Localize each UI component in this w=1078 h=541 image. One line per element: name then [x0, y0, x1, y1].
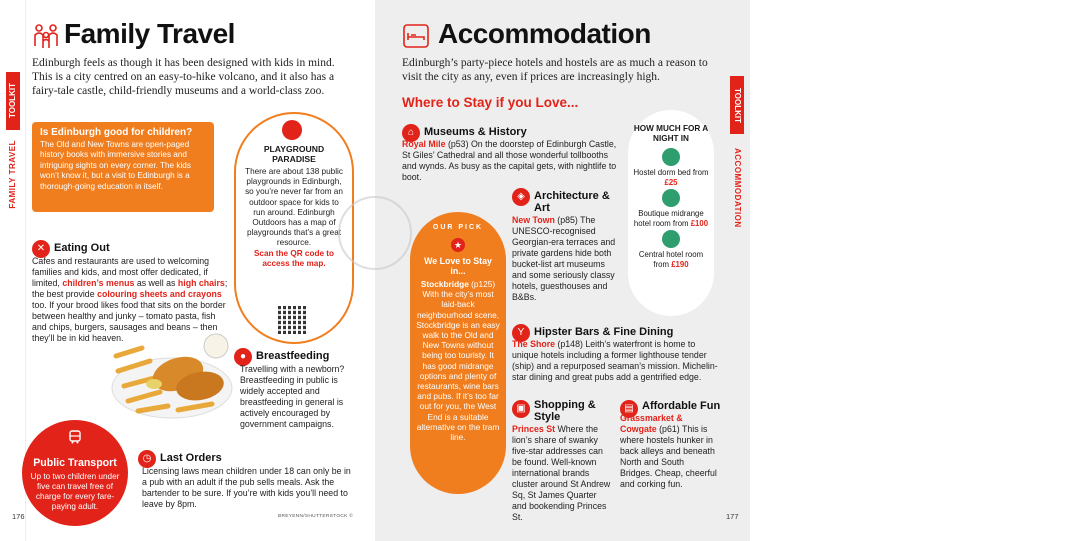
breastfeeding-title: Breastfeeding: [256, 350, 330, 362]
stockbridge-desc: With the city’s most laid-back neighbourhood scene, Stockbridge is an easy walk to the Old and New Towns without being too touristy. It has good midrange options and plenty of restaurants, wine bars and pubs. If it’s too far out for you, the West End is a suitable alternative on the tram line.: [416, 289, 500, 443]
page-title-family-travel: Family Travel: [64, 18, 235, 49]
shopping-desc: Where the lion’s share of swanky five-star addresses can be found. Well-known international brands cluster around St Andrew Sq, St James Quarter and bookending Princes St.: [512, 424, 611, 522]
public-transport-title: Public Transport: [33, 457, 117, 469]
cost-item-central: [632, 250, 710, 269]
royal-mile-ref: (p53): [447, 139, 469, 149]
star-icon: ★: [451, 238, 465, 252]
affordable-fun-desc: This is where hostels hunker in back alleys and beneath North and South Bridges. Cheap, cheerful and corking fun.: [620, 424, 717, 489]
page-title-accommodation: Accommodation: [438, 18, 651, 49]
art-icon: ◈: [512, 188, 530, 206]
stockbridge-ref: (p125): [471, 279, 496, 289]
new-town-ref: (p85): [557, 215, 578, 225]
family-travel-side-label: FAMILY TRAVEL: [8, 140, 17, 209]
public-transport-text: Up to two children under five can travel free of charge for every fare-paying adult.: [30, 472, 120, 511]
eating-text-1: Cafes and restaurants are used to welcoming families and kids, and most offer dedicated, if limited,: [32, 256, 210, 288]
our-pick-label: OUR PICK: [432, 224, 484, 231]
affordable-fun-text: [620, 413, 718, 490]
museums-title: Museums & History: [424, 126, 527, 138]
toolkit-tab-right: TOOLKIT: [730, 76, 744, 134]
playground-cta: Scan the QR code to access the map.: [253, 248, 335, 268]
shopping-bag-icon: ▣: [512, 400, 530, 418]
eating-text-2: as well as: [136, 278, 176, 288]
central-hotel-icon: [662, 230, 680, 248]
cost-title: HOW MUCH FOR A NIGHT IN: [633, 124, 709, 143]
architecture-title: Architecture & Art: [534, 190, 610, 214]
museum-icon: ⌂: [402, 124, 420, 142]
museums-text: [402, 139, 624, 183]
colouring-sheets-highlight: colouring sheets and crayons: [97, 289, 222, 299]
page-number-left: 176: [12, 512, 25, 521]
page-number-right: 177: [726, 512, 739, 521]
last-orders-text: Licensing laws mean children under 18 can only be in a pub with an adult if the pub sells meals. Ask the bartender to be sure. If you’re with kids you’ll need to leave by 8pm.: [142, 466, 351, 509]
hostel-price: £25: [664, 177, 678, 187]
royal-mile-link: Royal Mile: [402, 139, 446, 149]
architecture-text: [512, 215, 620, 303]
bed-icon: [402, 22, 430, 50]
eating-text-4: too. If your brood likes food that sits on the border between healthy and junky – tomato pasta, fish and chips, burgers, sausages and beans – then they’ll be in kid heaven.: [32, 300, 226, 343]
fish-and-chips-photo: [108, 326, 236, 426]
princes-st-link: Princes St: [512, 424, 556, 434]
boutique-label: Boutique midrange hotel room from: [633, 209, 704, 228]
accommodation-lead-paragraph: Edinburgh’s party-piece hotels and hostels are as much a reason to visit the city as any, even if prices are increasingly high.: [402, 57, 708, 83]
affordable-fun-title: Affordable Fun: [642, 400, 721, 412]
bus-icon: [68, 430, 82, 444]
cocktail-icon: Y: [512, 324, 530, 342]
central-price: £190: [671, 259, 689, 269]
central-label: Central hotel room from: [638, 250, 704, 269]
cost-card: [628, 110, 714, 316]
cost-item-hostel: [632, 168, 710, 187]
last-orders-title: Last Orders: [160, 452, 222, 464]
eating-out-title: Eating Out: [54, 242, 110, 254]
hipster-title: Hipster Bars & Fine Dining: [534, 326, 674, 338]
left-page: [0, 0, 375, 541]
hipster-text: [512, 339, 718, 383]
our-pick-title: We Love to Stay in...: [424, 256, 492, 276]
accommodation-side-label: ACCOMMODATION: [733, 148, 742, 228]
grassmarket-link: Grassmarket & Cowgate: [620, 413, 683, 434]
watermark-globe: [338, 196, 412, 270]
playground-text: There are about 138 public playgrounds in Edinburgh, so you’re never far from an outdoor space for kids to run around. Edinburgh Outdoors has a map of playgrounds that’s a great resource.: [245, 167, 343, 248]
hostel-icon: [662, 148, 680, 166]
decorative-numeral: 2: [995, 51, 1078, 219]
playground-title: PLAYGROUND PARADISE: [263, 144, 325, 164]
the-shore-ref: (p148): [557, 339, 583, 349]
breastfeeding-text: Travelling with a newborn? Breastfeeding in public is widely accepted and breastfeeding in general is actively encouraged by government campaigns.: [240, 364, 345, 429]
hipster-desc: Leith’s waterfront is home to unique hotels including a former lighthouse tender (ship) and a repurposed seaman’s mission. Michelin-star dining and great pubs add a gentrified edge.: [512, 339, 718, 382]
shopping-text: [512, 424, 612, 523]
public-transport-circle: [22, 420, 128, 526]
family-lead-paragraph: Edinburgh feels as though it has been designed with kids in mind. This is a city centred on an easy-to-hike volcano, and it also has a fairy-tale castle, child-friendly museums and a world-class zoo.: [32, 57, 335, 97]
good-for-children-text: The Old and New Towns are open-paged history books with immersive stories and intriguing sights on every corner. The kids won’t know it, but a visit to Edinburgh is a thorough-going education in itself.: [40, 140, 191, 191]
cutlery-icon: ✕: [32, 240, 50, 258]
good-for-children-box: [32, 122, 214, 212]
the-shore-link: The Shore: [512, 339, 556, 349]
playground-icon: [282, 120, 302, 140]
toolkit-tab-left: TOOLKIT: [6, 72, 20, 130]
cost-item-boutique: [632, 209, 710, 228]
eating-text-3: ; the best provide: [32, 278, 228, 299]
good-for-children-title: Is Edinburgh good for children?: [40, 127, 193, 138]
playground-card: [234, 112, 354, 344]
family-icon: [32, 22, 60, 50]
baby-bottle-icon: ●: [234, 348, 252, 366]
new-town-link: New Town: [512, 215, 555, 225]
high-chairs-highlight: high chairs: [177, 278, 225, 288]
ticket-icon: ▤: [620, 400, 638, 418]
qr-code[interactable]: [278, 306, 306, 334]
photo-credit: BREYENN/SHUTTERSTOCK ©: [278, 514, 354, 519]
stockbridge-name: Stockbridge: [420, 279, 469, 289]
our-pick-panel: [410, 212, 506, 494]
where-to-stay-heading: Where to Stay if you Love...: [402, 95, 579, 110]
our-pick-text: [416, 279, 500, 442]
grassmarket-ref: (p61): [659, 424, 680, 434]
architecture-desc: The UNESCO-recognised Georgian-era terraces and private gardens hide both bucket-list art museums and some seriously classy hotels, guesthouses and B&Bs.: [512, 215, 616, 302]
museums-desc: On the doorstep of Edinburgh Castle, St Giles’ Cathedral and all those wonderful tollbooths and wynds. As busy as the capital gets, with nightlife to boot.: [402, 139, 617, 182]
childrens-menus-highlight: children’s menus: [62, 278, 135, 288]
clock-icon: ◷: [138, 450, 156, 468]
hostel-label: Hostel dorm bed from: [633, 168, 709, 177]
boutique-hotel-icon: [662, 189, 680, 207]
boutique-price: £100: [690, 218, 709, 228]
shopping-title: Shopping & Style: [534, 399, 596, 423]
